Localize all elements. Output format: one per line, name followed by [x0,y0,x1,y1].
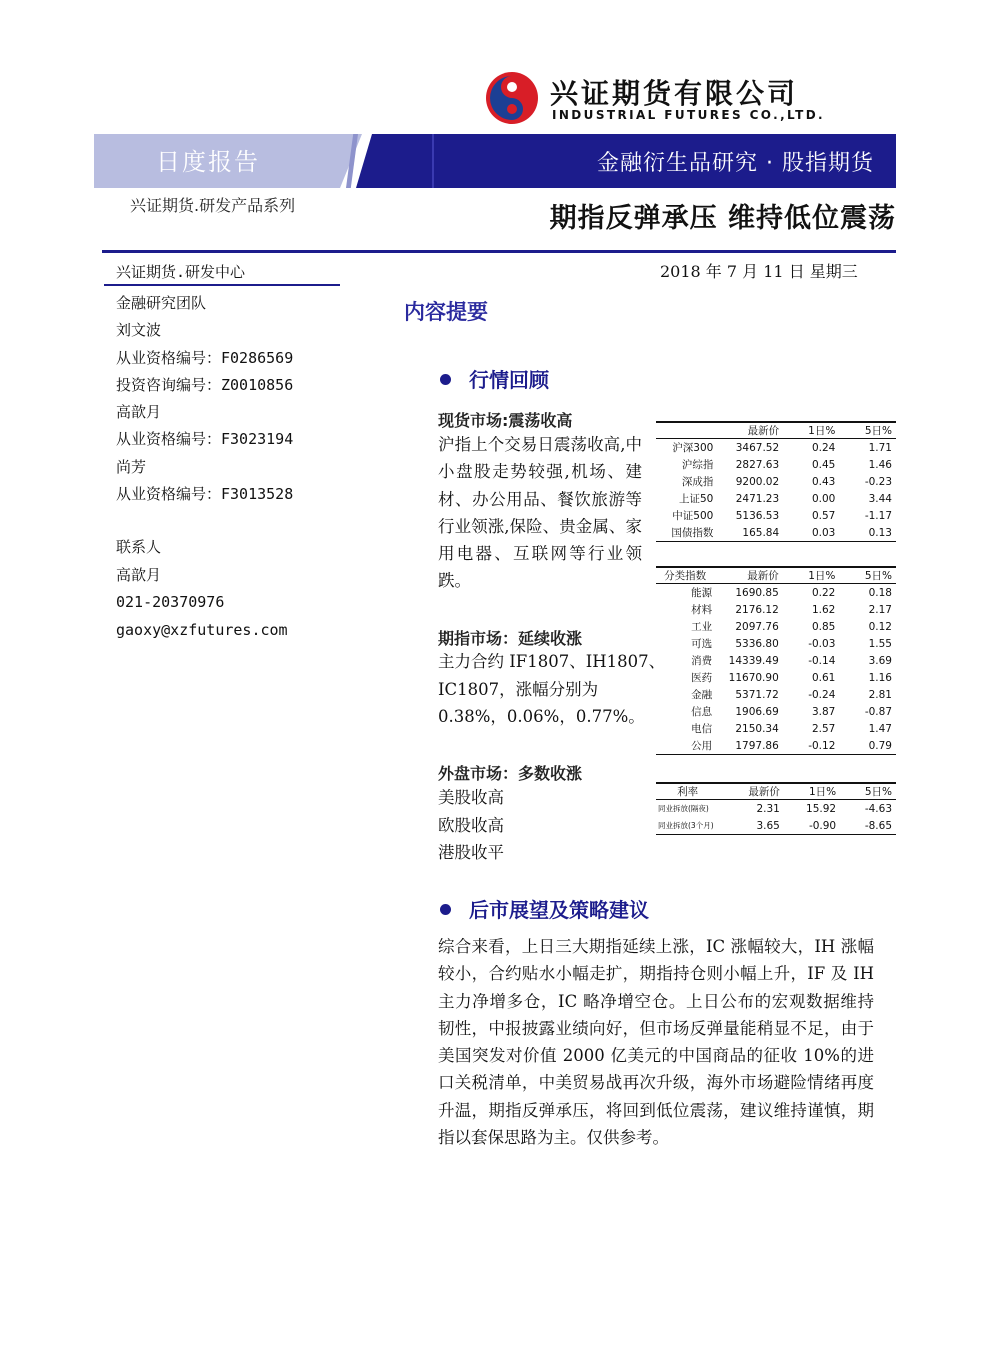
contact-phone: 021-20370976 [116,593,225,611]
product-series: 兴证期货.研发产品系列 [130,196,296,215]
table-row: 上证50 2471.23 0.00 3.44 [678,492,892,505]
company-name-en: INDUSTRIAL FUTURES CO.,LTD. [552,108,826,122]
summary-title: 内容提要 [404,300,488,324]
list-item: 从业资格编号：F0286569 [116,348,294,367]
company-logo-icon [484,70,540,126]
research-center: 兴证期货.研发中心 [116,263,246,281]
report-date: 2018 年 7 月 11 日 星期三 [660,262,858,281]
table-row: 深成指 9200.02 0.43 -0.23 [681,475,892,488]
section-title: 后市展望及策略建议 [469,898,649,922]
company-logo [484,70,904,130]
report-category: 金融衍生品研究 · 股指期货 [597,151,874,176]
table-row: 公用 1797.86 -0.12 0.79 [656,737,896,755]
table-row: 可选 5336.80 -0.03 1.55 [691,637,892,650]
table-row: 沪深300 3467.52 0.24 1.71 [672,441,892,454]
table-header: 最新价 1日% 5日% [656,422,896,439]
table-row: 中证500 5136.53 0.57 -1.17 [672,509,892,522]
table-row: 金融 5371.72 -0.24 2.81 [691,688,892,701]
contact-label: 联系人 [116,538,162,556]
section-outlook [440,894,649,923]
index-table [656,421,896,542]
outlook-text: 综合来看，上日三大期指延续上涨，IC 涨幅较大，IH 涨幅较小，合约贴水小幅走扩，期指持仓则小幅上升，IF 及 IH 主力净增多仓，IC 略净增空仓。上日公布的宏观数据维持韧性，中报披露业绩向好，但市场反弹量能稍显不足，由于美国突发对价值 2000 亿美元的中国商品的征收 10%的进口关税清单，中美贸易战再次升级，海外市场避险情绪再度升温，期指反弹承压，将回到低位震荡，建议维持谨慎，期指以套保思路为主。仅供参考。 [438,937,874,1148]
table-row: 沪综指 2827.63 0.45 1.46 [681,458,892,471]
list-item: 高歆月 [116,403,162,422]
table-row: 同业拆放(3个月) 3.65 -0.90 -8.65 [656,817,896,835]
spot-market-title: 现货市场:震荡收高 [438,411,573,430]
table-row: 医药 11670.90 0.61 1.16 [691,671,892,684]
header-rule [102,250,896,253]
report-headline: 期指反弹承压 维持低位震荡 [549,203,896,234]
table-header: 分类指数 最新价 1日% 5日% [656,567,896,584]
futures-market-text: 主力合约 IF1807、IH1807、 IC1807，涨幅分别为 0.38%，0.06%，0.77%。 [438,652,666,726]
table-row: 信息 1906.69 3.87 -0.87 [691,705,892,718]
table-row: 能源 1690.85 0.22 0.18 [691,586,892,599]
table-row: 电信 2150.34 2.57 1.47 [691,722,892,735]
overseas-market-text: 美股收高 欧股收高 港股收平 [438,788,504,862]
contact-name: 高歆月 [116,565,162,584]
contact-block [116,534,288,644]
overseas-market-title: 外盘市场：多数收涨 [438,764,583,783]
futures-market-title: 期指市场：延续收涨 [438,629,583,648]
bullet-icon [440,374,451,385]
table-row: 国债指数 165.84 0.03 0.13 [656,524,896,542]
section-market-review [440,364,549,393]
list-item: 从业资格编号：F3013528 [116,485,294,504]
sidebar-rule [104,284,340,286]
table-row: 工业 2097.76 0.85 0.12 [691,620,892,633]
bullet-icon [440,904,451,915]
list-item: 金融研究团队 [116,294,207,312]
analyst-list [116,290,293,508]
report-type: 日度报告 [156,148,260,176]
table-header: 利率 最新价 1日% 5日% [656,783,896,800]
report-band [94,134,896,188]
list-item: 尚芳 [116,457,147,476]
rate-table [656,782,896,835]
spot-market-text: 沪指上个交易日震荡收高,中小盘股走势较强,机场、建材、办公用品、餐饮旅游等行业领涨,保险、贵金属、家用电器、互联网等行业领跌。 [438,435,642,591]
list-item: 从业资格编号：F3023194 [116,430,294,449]
list-item: 刘文波 [116,321,162,340]
table-row: 材料 2176.12 1.62 2.17 [691,603,892,616]
contact-email[interactable]: gaoxy@xzfutures.com [116,620,288,639]
list-item: 投资咨询编号：Z0010856 [116,375,294,394]
table-row: 同业拆放(隔夜) 2.31 15.92 -4.63 [658,802,892,815]
company-name-cn: 兴证期货有限公司 [550,77,799,110]
sector-table [656,566,896,755]
section-title: 行情回顾 [469,368,549,392]
table-row: 消费 14339.49 -0.14 3.69 [691,654,892,667]
